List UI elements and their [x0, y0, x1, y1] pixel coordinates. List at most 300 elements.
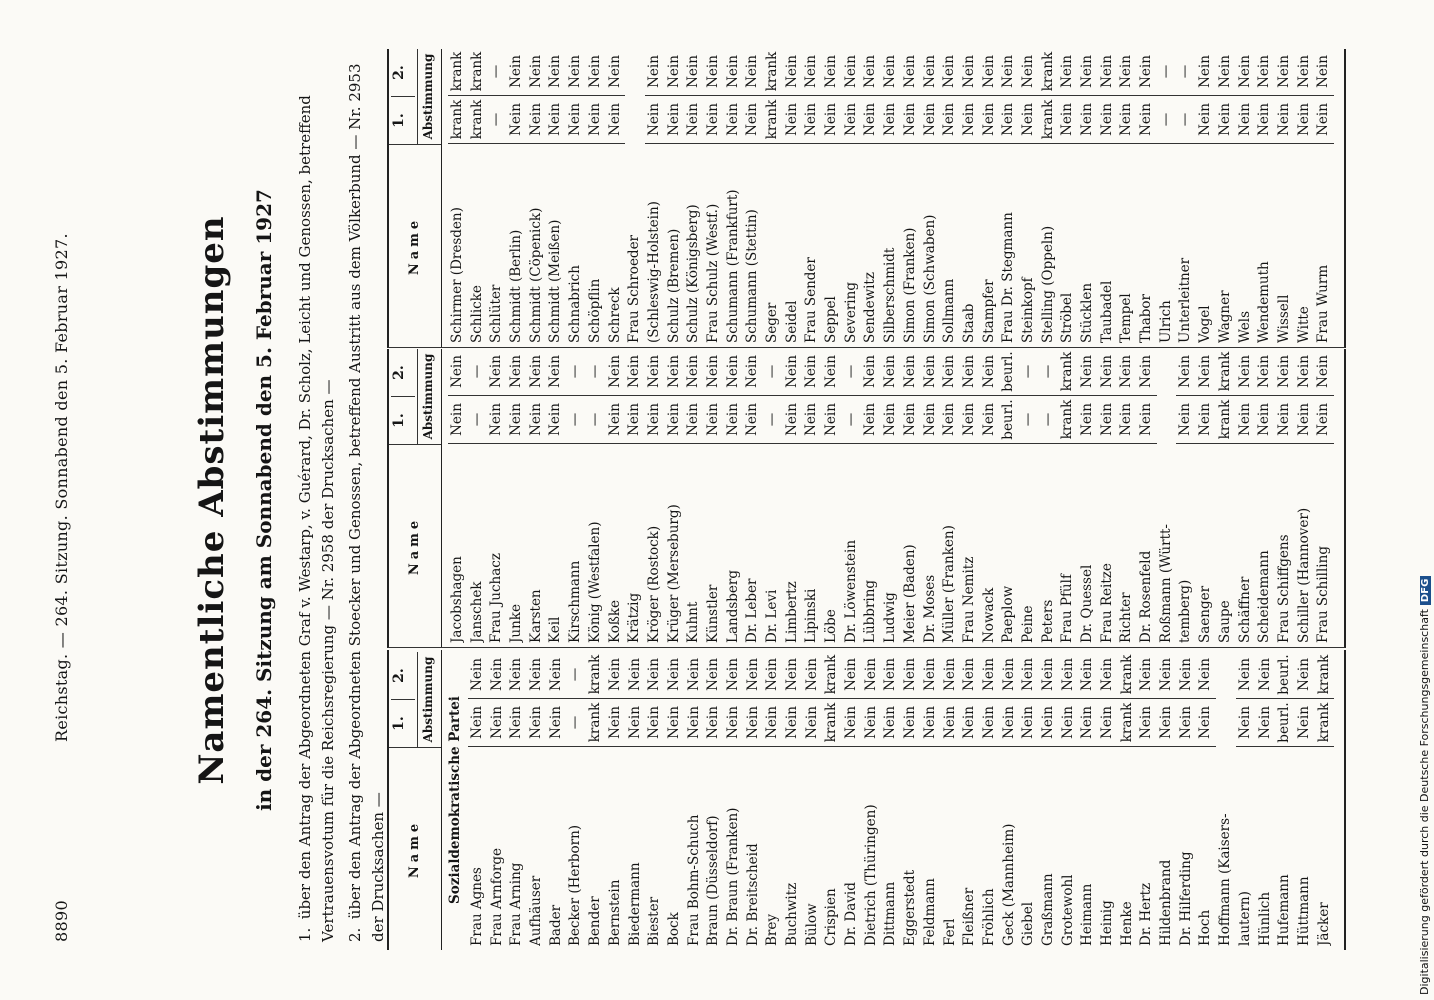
table-row [1137, 349, 1157, 647]
table-row [822, 49, 842, 347]
table-row [684, 49, 704, 347]
vote-2-value: Nein [527, 48, 547, 96]
member-name: Scheidemann [1256, 550, 1273, 643]
vote-2-value: Nein [1255, 348, 1275, 396]
member-name: Stücklen [1079, 282, 1095, 343]
vote-2-value: Nein [803, 651, 823, 699]
table-row [1098, 650, 1118, 950]
dfg-logo: DFG [1420, 576, 1431, 605]
table-row [684, 349, 704, 647]
vote-1-value: — [566, 699, 586, 747]
vote-2-value: Nein [606, 651, 626, 699]
member-name: Künstler [704, 584, 721, 643]
vote-2-value: Nein [1196, 348, 1216, 396]
vote-2-value: Nein [940, 348, 960, 396]
vote-1-value: Nein [1314, 396, 1334, 444]
vote-1-value: krank [1058, 396, 1078, 444]
member-name: Feldmann [921, 878, 938, 946]
member-name: Braun (Düsseldorf) [705, 815, 722, 946]
vote-2-value: Nein [448, 348, 468, 396]
vote-2-value: Nein [1137, 651, 1157, 699]
table-row [625, 349, 645, 647]
vote-1-value: Nein [901, 96, 921, 144]
vote-2-value: Nein [645, 651, 665, 699]
vote-2-value: Nein [1196, 48, 1216, 96]
vote-1-value: beurl. [1275, 699, 1295, 747]
vote-2-value: Nein [783, 651, 803, 699]
table-row [1314, 49, 1334, 347]
member-name: Kirschmann [567, 560, 584, 643]
vote-1-value: Nein [1117, 396, 1137, 444]
member-name: Silberschmidt [882, 247, 899, 343]
vote-2-value: — [763, 348, 783, 396]
table-row [1118, 650, 1138, 950]
member-name: Roßmann (Württ- [1157, 524, 1174, 643]
vote-2-value: Nein [1117, 48, 1137, 96]
member-name: Frau Arning [508, 862, 525, 946]
vote-2-value: Nein [1019, 48, 1039, 96]
vote-2-value: Nein [1275, 348, 1295, 396]
member-name: Seger [764, 302, 780, 343]
vote-1-value: krank [468, 96, 488, 144]
header-abstimmung: Abstimmung [417, 349, 435, 444]
table-row [586, 49, 606, 347]
table-row [1058, 349, 1078, 647]
vote-1-value: Nein [744, 699, 764, 747]
table-row [527, 349, 547, 647]
vote-1-value: Nein [1275, 396, 1295, 444]
vote-2-value: Nein [546, 348, 566, 396]
vote-2-value: Nein [1137, 348, 1157, 396]
vote-1-value: Nein [862, 699, 882, 747]
member-name: Schmidt (Cöpenick) [527, 207, 544, 343]
member-name: Schiller (Hannover) [1295, 507, 1312, 643]
vote-1-value: Nein [527, 96, 547, 144]
vote-2-value: Nein [704, 48, 724, 96]
motion-1 [294, 62, 340, 942]
member-name: Brey [764, 914, 781, 946]
member-name: Staab [960, 303, 977, 343]
vote-2-value: Nein [625, 348, 645, 396]
table-row [1019, 49, 1039, 347]
table-row [1236, 49, 1256, 347]
vote-1-value: Nein [1098, 396, 1118, 444]
vote-2-value: Nein [960, 651, 980, 699]
vote-1-value: Nein [1236, 396, 1256, 444]
vote-2-value: Nein [783, 48, 803, 96]
table-row [1000, 650, 1020, 950]
header-vote-1: 1. [391, 396, 415, 444]
vote-1-value: Nein [802, 96, 822, 144]
member-name: Janschek [468, 581, 485, 643]
vote-1-value: Nein [724, 699, 744, 747]
vote-2-value: krank [1315, 651, 1335, 699]
table-row [606, 650, 626, 950]
table-row [645, 349, 665, 647]
table-row [1137, 650, 1157, 950]
vote-2-value: beurl. [999, 348, 1019, 396]
member-name: Fleißner [961, 887, 978, 946]
vote-2-value: Nein [566, 48, 586, 96]
member-name: Schnabrich [567, 265, 584, 343]
running-title: Reichstag. — 264. Sitzung. Sonnabend den 5. Februar 1927. [52, 233, 71, 742]
vote-1-value: — [487, 96, 507, 144]
vote-1-value: Nein [645, 96, 665, 144]
member-name: Wissell [1275, 294, 1292, 343]
vote-1-value: — [1176, 96, 1196, 144]
member-name: Frau Reitze [1098, 563, 1115, 643]
member-name: Dr. Quessel [1079, 564, 1095, 643]
table-row [999, 349, 1019, 647]
vote-1-value: Nein [940, 396, 960, 444]
member-name: Peine [1019, 605, 1036, 643]
table-row [1295, 349, 1315, 647]
vote-1-value: Nein [842, 96, 862, 144]
vote-1-value: Nein [724, 396, 744, 444]
member-name: Simon (Schwaben) [921, 214, 938, 343]
vote-2-value: — [566, 651, 586, 699]
table-row [862, 650, 882, 950]
member-name: Ferl [941, 918, 958, 946]
vote-1-value: Nein [802, 396, 822, 444]
member-name: Paeplow [1000, 585, 1017, 643]
member-name: Frau Schroeder [626, 234, 643, 343]
vote-2-value: Nein [862, 651, 882, 699]
member-name: Frau Sender [803, 257, 820, 343]
vote-2-value: Nein [921, 348, 941, 396]
vote-1-value: Nein [980, 699, 1000, 747]
header-vote-2: 2. [391, 668, 407, 683]
motion-2 [344, 62, 390, 942]
vote-1-value: Nein [566, 96, 586, 144]
dfg-funding-notice [1418, 576, 1431, 995]
table-row [1275, 49, 1295, 347]
vote-1-value: Nein [1019, 96, 1039, 144]
member-name: König (Westfalen) [586, 521, 603, 643]
vote-1-value: Nein [881, 699, 901, 747]
motion-2-number: 2. [346, 927, 364, 942]
header-name: Name [389, 747, 441, 950]
table-row [448, 349, 468, 647]
member-name: Schmidt (Berlin) [508, 229, 525, 343]
member-name: Bader [547, 904, 564, 946]
member-name: Bender [587, 896, 604, 946]
vote-2-value: Nein [724, 651, 744, 699]
member-name: Henke [1118, 901, 1135, 946]
table-row [468, 49, 488, 347]
vote-2-value: Nein [645, 348, 665, 396]
member-name: Schlüter [488, 284, 505, 343]
table-row [822, 349, 842, 647]
table-row [960, 49, 980, 347]
member-name: Kuhnt [685, 601, 702, 643]
vote-1-value: Nein [881, 96, 901, 144]
vote-1-value: Nein [980, 96, 1000, 144]
vote-2-value: Nein [487, 348, 507, 396]
vote-2-value: Nein [881, 48, 901, 96]
vote-1-value: Nein [1314, 96, 1334, 144]
vote-2-value: — [842, 348, 862, 396]
member-name: Schumann (Stettin) [744, 209, 761, 343]
header-name: Name [389, 444, 441, 647]
vote-1-value: Nein [1256, 699, 1276, 747]
vote-1-value: Nein [625, 396, 645, 444]
member-name: Schlicke [468, 285, 485, 343]
member-name: Nowack [980, 587, 997, 643]
table-row [881, 349, 901, 647]
vote-2-value: Nein [1216, 48, 1236, 96]
member-name: Dr. Leber [744, 578, 761, 643]
vote-2-value: Nein [645, 48, 665, 96]
vote-1-value: Nein [1295, 96, 1315, 144]
table-row [1216, 349, 1236, 647]
member-name: Dr. Rosenfeld [1138, 550, 1155, 643]
vote-2-value: krank [468, 48, 488, 96]
vote-2-value: Nein [1176, 348, 1196, 396]
vote-2-value: Nein [665, 348, 685, 396]
member-name: Bock [665, 912, 682, 946]
table-row [901, 49, 921, 347]
table-row [468, 650, 488, 950]
table-row [487, 49, 507, 347]
vote-1-value: Nein [487, 396, 507, 444]
vote-table-column-1 [387, 650, 1346, 950]
vote-1-value: Nein [1000, 699, 1020, 747]
header-abstimmung: Abstimmung [417, 652, 435, 747]
running-head [52, 62, 78, 942]
table-row [763, 49, 783, 347]
table-row [665, 49, 685, 347]
table-row [881, 49, 901, 347]
table-row [1236, 650, 1256, 950]
table-row [1039, 49, 1059, 347]
page-title: Namentliche Abstimmungen [192, 215, 232, 785]
member-name: Schulz (Bremen) [665, 228, 682, 343]
vote-2-value: Nein [960, 348, 980, 396]
header-vote-1: 1. [391, 96, 415, 144]
vote-2-value: krank [1058, 348, 1078, 396]
vote-table-column-3 [387, 49, 1346, 348]
member-name: Schöpflin [586, 278, 603, 343]
table-row [645, 49, 665, 347]
vote-1-value: Nein [1137, 96, 1157, 144]
member-name: Frau Wurm [1315, 264, 1332, 343]
vote-2-value: Nein [507, 651, 527, 699]
vote-1-value: Nein [881, 396, 901, 444]
table-row [1117, 349, 1137, 647]
table-row [1019, 349, 1039, 647]
table-row [921, 49, 941, 347]
vote-1-value: krank [822, 699, 842, 747]
member-name: Biester [646, 896, 663, 946]
member-name: Krüger (Merseburg) [665, 504, 682, 643]
header-vote-1: 1. [391, 699, 415, 747]
vote-2-value: krank [763, 48, 783, 96]
table-row [507, 49, 527, 347]
vote-2-value: Nein [743, 48, 763, 96]
vote-1-value: Nein [1196, 699, 1216, 747]
vote-1-value: — [1039, 396, 1059, 444]
table-row [625, 49, 645, 347]
table-row [1078, 349, 1098, 647]
member-name: Ludwig [882, 592, 899, 643]
table-row [487, 349, 507, 647]
table-row [527, 49, 547, 347]
vote-1-value: — [842, 396, 862, 444]
table-row [665, 349, 685, 647]
member-name: Bülow [803, 903, 820, 946]
member-name: Vogel [1197, 305, 1214, 343]
table-row [685, 650, 705, 950]
table-row [1176, 349, 1196, 647]
table-row [1098, 49, 1118, 347]
vote-1-value: Nein [960, 96, 980, 144]
vote-1-value: Nein [901, 699, 921, 747]
vote-1-value: Nein [1176, 396, 1196, 444]
member-name: Schmidt (Meißen) [547, 219, 564, 343]
vote-1-value: Nein [507, 96, 527, 144]
table-row [901, 650, 921, 950]
table-row [1019, 650, 1039, 950]
member-name: Krätzig [626, 592, 643, 643]
vote-2-value: Nein [665, 48, 685, 96]
member-name: Richter [1118, 592, 1135, 643]
vote-1-value: Nein [507, 396, 527, 444]
member-name: Giebel [1020, 901, 1037, 946]
table-row [626, 650, 646, 950]
vote-2-value: Nein [1098, 348, 1118, 396]
vote-2-value: Nein [704, 651, 724, 699]
vote-2-value: Nein [724, 348, 744, 396]
table-row [940, 49, 960, 347]
table-row [822, 650, 842, 950]
table-row [724, 49, 744, 347]
vote-2-value: Nein [1295, 348, 1315, 396]
member-name: Dr. Hilferding [1177, 851, 1194, 946]
member-name: Frau Dr. Stegmann [1000, 212, 1017, 343]
vote-table-column-2 [387, 349, 1346, 648]
member-name: Steinkopf [1019, 277, 1036, 343]
vote-1-value: Nein [1078, 396, 1098, 444]
vote-2-value: krank [448, 48, 468, 96]
table-row [1314, 349, 1334, 647]
vote-2-value: Nein [527, 348, 547, 396]
vote-2-value: Nein [507, 348, 527, 396]
vote-2-value: krank [1118, 651, 1138, 699]
vote-2-value: — [586, 348, 606, 396]
table-row [1275, 349, 1295, 647]
member-name: Frau Schulz (Westf.) [704, 203, 721, 343]
vote-1-value: krank [586, 699, 606, 747]
vote-1-value: Nein [724, 96, 744, 144]
member-name: Frau Pfülf [1059, 574, 1076, 643]
vote-tables [387, 50, 1342, 950]
table-row [704, 49, 724, 347]
table-row [802, 349, 822, 647]
member-name: Biedermann [626, 862, 643, 946]
member-name: Löbe [823, 609, 840, 643]
vote-1-value: Nein [861, 396, 881, 444]
vote-2-value: Nein [743, 348, 763, 396]
vote-1-value: Nein [665, 396, 685, 444]
table-body [442, 49, 1334, 347]
vote-2-value: Nein [744, 651, 764, 699]
member-name: Graßmann [1039, 873, 1056, 946]
vote-1-value: Nein [665, 96, 685, 144]
vote-1-value: krank [1216, 396, 1236, 444]
vote-2-value: Nein [1157, 651, 1177, 699]
member-name: Wendemuth [1256, 261, 1273, 343]
vote-1-value: Nein [1295, 396, 1315, 444]
vote-1-value: Nein [960, 396, 980, 444]
vote-2-value: krank [1216, 348, 1236, 396]
table-row [921, 650, 941, 950]
table-row [901, 349, 921, 647]
table-row [783, 49, 803, 347]
table-row [448, 49, 468, 347]
vote-1-value: Nein [1177, 699, 1197, 747]
member-name: Severing [842, 282, 859, 343]
table-row [1078, 49, 1098, 347]
vote-2-value: Nein [626, 651, 646, 699]
member-name: Eggerstedt [902, 870, 919, 946]
vote-1-value: Nein [783, 699, 803, 747]
member-name: Sendewitz [862, 272, 879, 343]
vote-1-value: Nein [940, 96, 960, 144]
vote-2-value: Nein [606, 48, 626, 96]
table-row [606, 349, 626, 647]
member-name: Dr. Breitscheid [744, 843, 761, 946]
vote-2-value: Nein [802, 48, 822, 96]
vote-2-value: Nein [1196, 651, 1216, 699]
member-name: Landsberg [724, 569, 741, 643]
motion-1-text: über den Antrag der Abgeordneten Graf v. Westarp, v. Guérard, Dr. Scholz, Leicht und Genossen, betreffend Vertrauensvotum für die Reichsregierung — Nr. 2958 der Drucksachen — [296, 95, 337, 942]
member-name: Müller (Franken) [941, 525, 958, 643]
vote-1-value: Nein [684, 96, 704, 144]
table-row [803, 650, 823, 950]
table-row [1315, 650, 1335, 950]
vote-2-value: Nein [999, 48, 1019, 96]
vote-2-value: — [1019, 348, 1039, 396]
table-row [940, 349, 960, 647]
vote-1-value: Nein [527, 699, 547, 747]
table-row [724, 349, 744, 647]
member-name: Dr. Braun (Franken) [724, 807, 741, 946]
vote-1-value: Nein [960, 699, 980, 747]
vote-2-value: Nein [684, 348, 704, 396]
table-header [389, 49, 442, 347]
table-row [1059, 650, 1079, 950]
member-name: Seidel [783, 300, 800, 343]
vote-2-value: Nein [802, 348, 822, 396]
member-name: Frau Juchacz [488, 553, 505, 643]
vote-1-value: Nein [1255, 96, 1275, 144]
member-name: Hufemann [1276, 874, 1293, 946]
vote-2-value: Nein [606, 348, 626, 396]
table-row [704, 650, 724, 950]
vote-1-value: Nein [861, 96, 881, 144]
member-name: Fröhlich [980, 888, 997, 946]
table-row [881, 650, 901, 950]
header-abstimmung: Abstimmung [417, 49, 435, 144]
vote-1-value: Nein [626, 699, 646, 747]
vote-2-value: Nein [861, 48, 881, 96]
vote-1-value: Nein [1137, 396, 1157, 444]
party-heading: Sozialdemokratische Partei [447, 696, 463, 904]
vote-1-value: Nein [488, 699, 508, 747]
table-row [724, 650, 744, 950]
vote-1-value: Nein [685, 699, 705, 747]
